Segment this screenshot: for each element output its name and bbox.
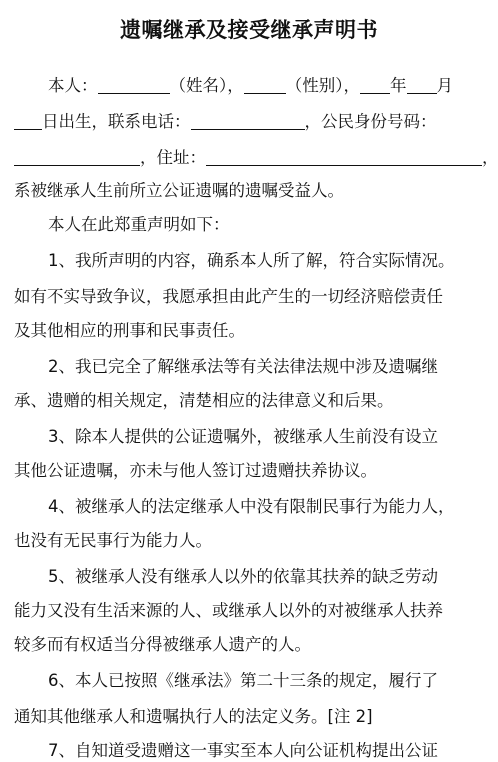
intro-line-2 [0,111,498,133]
document-title: 遗嘱继承及接受继承声明书 [120,18,378,42]
label-address: ，住址： [140,148,206,167]
punctuation-comma: ， [482,148,498,167]
item-1-line-2: 如有不实导致争议，我愿承担由此产生的一切经济赔偿责任 [14,287,443,306]
declare-line: 本人在此郑重声明如下： [48,215,230,234]
item-3-line-2: 其他公证遗嘱，亦未与他人签订过遗赠扶养协议。 [14,461,377,480]
gender-blank[interactable] [244,76,286,94]
item-2-line-2: 承、遗赠的相关规定，清楚相应的法律意义和后果。 [14,391,394,410]
label-name: （姓名）， [169,76,244,95]
item-6-line-2: 通知其他继承人和遗嘱执行人的法定义务。[注 2] [14,707,373,726]
label-year: 年 [390,76,407,95]
item-5-line-3: 较多而有权适当分得被继承人遗产的人。 [14,635,311,654]
phone-blank[interactable] [191,112,305,130]
label-gender: （性别）， [285,76,360,95]
name-blank[interactable] [98,76,170,94]
intro-line-1 [0,75,498,97]
address-blank[interactable] [206,148,482,166]
label-name-prefix: 本人： [48,76,98,95]
item-7-line-1: 7、自知道受遗赠这一事实至本人向公证机构提出公证 [48,741,438,760]
item-4-line-1: 4、被继承人的法定继承人中没有限制民事行为能力人， [48,497,455,516]
birth-year-blank[interactable] [360,76,390,94]
item-1-line-1: 1、我所声明的内容，确系本人所了解，符合实际情况。 [48,251,455,270]
label-id-number: ，公民身份号码： [304,112,437,131]
intro-line-3 [0,147,498,169]
item-6-line-1: 6、本人已按照《继承法》第二十三条的规定，履行了 [48,671,438,690]
intro-line-4: 系被继承人生前所立公证遗嘱的遗嘱受益人。 [14,181,344,200]
birth-day-blank[interactable] [14,112,42,130]
id-number-blank[interactable] [14,148,140,166]
item-1-line-3: 及其他相应的刑事和民事责任。 [14,321,245,340]
label-month: 月 [436,76,453,95]
item-5-line-1: 5、被继承人没有继承人以外的依靠其扶养的缺乏劳动 [48,567,438,586]
item-2-line-1: 2、我已完全了解继承法等有关法律法规中涉及遗嘱继 [48,357,438,376]
item-4-line-2: 也没有无民事行为能力人。 [14,531,212,550]
label-birth-phone: 日出生，联系电话： [42,112,191,131]
item-3-line-1: 3、除本人提供的公证遗嘱外，被继承人生前没有设立 [48,427,438,446]
item-5-line-2: 能力又没有生活来源的人、或继承人以外的对被继承人扶养 [14,601,443,620]
birth-month-blank[interactable] [407,76,437,94]
